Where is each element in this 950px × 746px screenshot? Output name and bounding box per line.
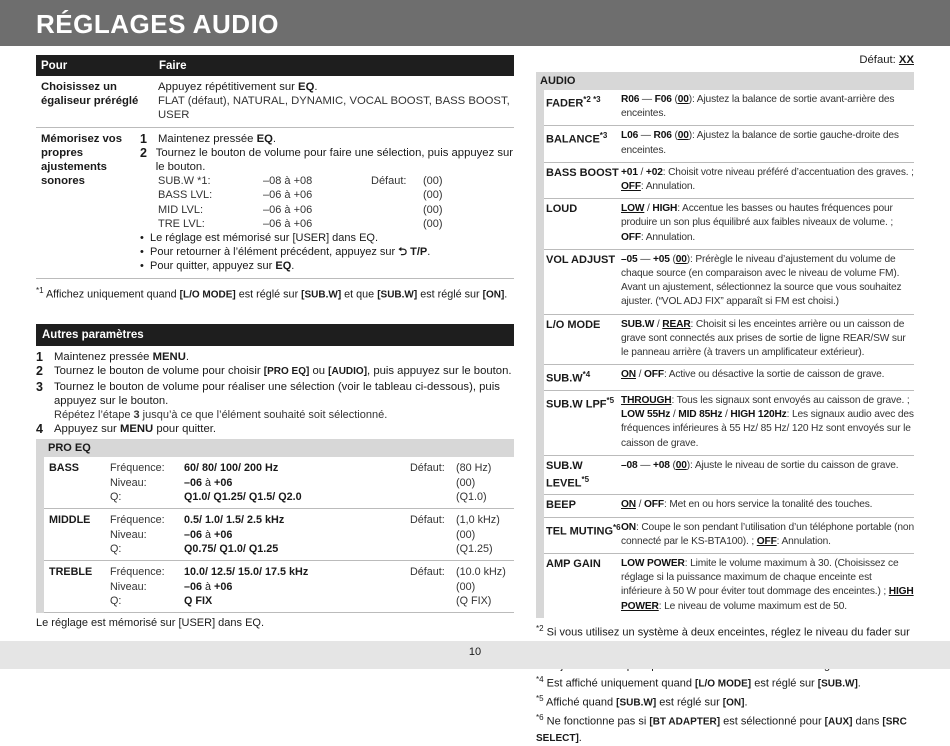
item-name: SUB.W LPF [546,398,607,411]
key: [SUB.W] [817,678,858,690]
text: . [272,132,277,145]
footnote [536,673,914,692]
text: Affichez uniquement quand [43,288,180,301]
item-name: TEL MUTING [546,525,614,538]
setting-range: –06 à +06 [263,203,313,216]
label: Niveau: [110,528,147,541]
setting-default: (00) [423,203,443,216]
item-name: VOL ADJUST [546,253,616,266]
text: . [185,351,189,364]
default-value: 00 [675,459,687,471]
step-number: 2 [140,145,147,160]
text: — [639,94,655,105]
menu-key: MENU [119,423,154,436]
key: [L/O MODE] [695,678,752,690]
default: (00) [456,476,476,489]
default-value: THROUGH [621,394,672,406]
title-bar [0,0,950,46]
footnote-mark: *4 [582,370,591,380]
footer-bar [0,641,950,669]
text: : Ajustez la balance de sortie avant-arrière des enceintes. [621,94,895,120]
text: : Choisit si les enceintes arrière ou un caisson de grave sont connectés aux prises de sortie de ligne REAR/SW sur le panneau arrière (à travers un amplificateur extérieur). [621,318,906,359]
row-body: 1 Maintenez pressée EQ. 2 Tournez le bouton de volume pour faire une sélection, puis appuyez sur le bouton. SUB.W *1: –08 à +08 Défaut: (00) BASS LVL: –06 à +06 (00) MID LVL: –06 à +06 (00) TRE LVL: –06 à +06 (00) • Le réglage est mémorisé sur [USER] dans EQ. • Pour retourner à l’élément précédent, appuyez sur ⮌ T/P. • Pour quitter, appuyez sur EQ. [140,131,514,273]
text: Tournez le bouton de volume pour choisir [54,365,264,378]
bullet-text: Pour retourner à l’élément précédent, appuyez sur [150,246,399,259]
setting-default: (00) [423,189,443,202]
default-value: OFF [621,181,641,193]
text: Affiché quand [543,697,617,710]
label: Q: [110,491,122,504]
back-arrow-icon: ⮌ [398,246,411,259]
item-name: L/O MODE [546,318,601,331]
text: . [578,731,582,744]
step-text: Tournez le bouton de volume pour faire une sélection, puis appuyez sur le bouton. [155,146,514,174]
text: — [637,253,653,265]
item-name: AMP GAIN [546,557,601,570]
value: –06 [184,580,203,593]
setting-name: TRE LVL: [158,217,205,230]
step-number: 1 [140,131,147,146]
setting-name: BASS LVL: [158,189,213,202]
table-row [36,128,514,279]
band-name: BASS [49,462,79,475]
setting-default-label: Défaut: [371,175,407,188]
text: : Tous les signaux sont envoyés au caisson de grave. ; [671,394,910,406]
text: Défaut: [859,54,899,66]
default-key: XX [898,54,914,66]
value: HIGH 120Hz [730,409,787,421]
default-value: REAR [662,318,691,330]
text: est réglé sur [417,288,483,301]
footnote-mark: *2 *3 [583,95,601,104]
page-number: 10 [468,646,482,658]
text: Appuyez répétitivement sur [158,81,299,93]
text: / [644,203,653,215]
label: Niveau: [110,476,147,489]
text: : Ajuste le niveau de sortie du caisson de grave. [690,459,899,471]
key: [SRC SELECT] [536,717,907,744]
audio-heading: AUDIO [536,72,914,90]
text: Est affiché uniquement quand [543,677,696,690]
step-number: 3 [36,379,43,394]
eq-key: EQ [298,81,315,93]
text: est sélectionné pour [720,716,825,729]
table-row: BALANCE$^{*3}$ L06 — R06 (00): Ajustez la balance de sortie gauche-droite des enceintes. [544,126,914,162]
eq-presets: FLAT (défaut), NATURAL, DYNAMIC, VOCAL BOOST, BASS BOOST, USER [158,95,510,122]
text: — [638,130,654,142]
item-name: FADER [546,97,584,110]
text: Répétez l’étape [54,409,134,422]
table-row: VOL ADJUST –05 — +05 (00): Prérègle le niveau d’ajustement du volume de chaque source (en comparaison avec le niveau de volume FM). Avant un ajustement, sélectionnez la source que vous souhaitez ajuster. (“VOL ADJ FIX” apparaît si FM est choisi.) [544,250,914,315]
section-heading-other: Autres paramètres [36,324,514,346]
key: [SUB.W] [301,289,342,301]
item-name: SUB.W [546,372,583,385]
tp-key: T/P [410,246,428,259]
value: LOW POWER [621,557,685,569]
footnote-mark: *3 [599,131,608,141]
default: (10.0 kHz) [456,566,506,579]
default-label: Défaut: [410,514,445,527]
key: [BT ADAPTER] [649,717,721,729]
text: . [314,81,318,93]
eq-key: EQ [275,260,292,273]
key: [ON] [482,289,505,301]
default: (Q FIX) [456,594,492,607]
default: (00) [456,528,476,541]
text: Tournez le bouton de volume pour réaliser une sélection (voir le tableau ci-dessous), puis appuyez sur le bouton. [54,380,500,407]
setting-range: –08 à +08 [263,175,313,188]
value: OFF [644,369,664,381]
value: –05 [621,253,638,265]
table-row [44,561,514,613]
settings-list [158,174,514,231]
text: . [857,677,861,690]
label: Niveau: [110,580,147,593]
footnote-mark: *6 [613,522,621,532]
value: LOW 55Hz [621,409,671,421]
text: est réglé sur [656,697,723,710]
text: Maintenez pressée [54,351,153,364]
text: à [202,580,215,593]
label: Fréquence: [110,462,165,475]
footnote-mark: *5 [581,474,590,484]
value: OFF [621,231,641,243]
footnote [536,711,914,745]
value: –08 [621,459,638,471]
text: / [635,499,645,511]
item-name: SUB.W LEVEL [546,459,583,490]
step-number: 4 [36,422,43,437]
key: [ON] [722,698,745,710]
setting-default-label [371,217,423,231]
key: [AUDIO] [328,366,368,378]
value: R06 [653,130,672,142]
text: : Prérègle le niveau d’ajustement du volume de chaque source (en comparaison avec le niveau de volume FM). Avant un ajustement, sélectionnez la source que vous souhaitez ajuster. (“VOL ADJ FIX” apparaît si FM est choisi.) [621,253,902,308]
default-value: 00 [675,253,687,265]
default-label: Défaut: [410,462,445,475]
table-row [544,315,914,366]
eq-key: EQ [256,132,273,145]
text: Si vous utilisez un système à deux enceintes, réglez le niveau du fader sur [543,626,910,639]
col-pour: Pour [41,59,68,72]
value: +06 [214,476,233,489]
table-row [544,518,914,554]
text: : Accentue les basses ou hautes fréquences pour produire un son plus équilibré aux faibles niveaux de volume. ; [621,203,894,229]
label: Fréquence: [110,566,165,579]
row-label: Mémorisez vos propres ajustements sonores [41,132,122,187]
bullet-text: Le réglage est mémorisé sur [USER] dans EQ. [150,232,379,245]
value: F06 [654,94,672,105]
text: : Les signaux audio avec des fréquences inférieures à 55 Hz/ 85 Hz/ 120 Hz sont envoyés sur le caisson de grave. [621,409,914,449]
table-row: $FADER^{*2 *3}$ R06 — F06 (00): Ajustez la balance de sortie avant-arrière des enceintes. [544,90,914,126]
label: Q: [110,594,122,607]
text: : Coupe le son pendant l’utilisation d’un téléphone portable (non connecté par le KS-BTA100). ; [621,521,914,547]
item-name: BALANCE [546,134,600,147]
value: +02 [645,166,663,178]
value: +05 [652,253,670,265]
text: / [722,409,731,421]
value: ON [621,521,636,533]
bullet-icon: • [140,260,144,273]
bullet-icon: • [140,232,144,245]
left-column [36,55,514,629]
table-row [544,199,914,250]
footnote [536,692,914,711]
setting-range: –06 à +06 [263,217,313,230]
text: ou [309,365,329,378]
value: SUB.W [621,318,655,330]
default: (80 Hz) [456,462,492,475]
text: : Met en ou hors service la tonalité des touches. [663,499,873,511]
step-number: 1 [36,350,43,365]
table-row: SUB.W LEVEL$^{*5}$ –08 — +08 (00): Ajuste le niveau de sortie du caisson de grave. [544,456,914,496]
setting-default: (00) [423,217,443,230]
table-row [36,76,514,128]
text: : Annulation. [640,181,696,193]
setting-name: SUB.W *1: [158,175,211,188]
default-value: HIGH POWER [621,586,914,612]
step-ref: 3 [133,409,140,422]
bullet-icon: • [140,246,144,259]
key: [SUB.W] [377,289,418,301]
value: Q0.75/ Q1.0/ Q1.25 [184,542,279,555]
key: [SUB.W] [616,698,657,710]
setting-name: MID LVL: [158,203,204,216]
value: –06 [184,528,203,541]
col-faire: Faire [159,59,187,72]
default-value: 00 [677,94,689,105]
text: Maintenez pressée [158,132,257,145]
default-value: LOW [621,203,645,215]
value: +01 [621,166,638,178]
value: MID 85Hz [678,409,723,421]
footnote-mark: *5 [536,694,544,704]
item-name: LOUD [546,203,578,216]
text: à [202,476,215,489]
value: +08 [652,459,670,471]
text: — [637,459,653,471]
menu-key: MENU [152,351,186,364]
audio-table [536,72,914,618]
label: Fréquence: [110,514,165,527]
text: Ne fonctionne pas si [543,716,650,729]
value: 10.0/ 12.5/ 15.0/ 17.5 kHz [184,566,309,579]
text: . [744,697,748,710]
text: jusqu’à ce que l’élément souhaité soit sélectionné. [139,409,388,422]
footnote-mark: *1 [36,285,44,295]
text: est réglé sur [235,288,302,301]
row-body [154,76,514,127]
text: : Ajustez la balance de sortie gauche-droite des enceintes. [621,130,899,156]
value: OFF [644,499,664,511]
footnote-mark: *4 [536,675,544,685]
text: , puis appuyez sur le bouton. [367,365,512,378]
other-steps [36,350,514,436]
text: : Limite le volume maximum à 30. (Choisissez ce réglage si la puissance maximum de chaque enceinte est inférieure à 50 W pour éviter tout dommage des enceintes.) ; [621,557,899,598]
table-row [544,391,914,456]
text: : Le niveau de volume maximum est de 50. [658,600,847,612]
key: [L/O MODE] [179,289,236,301]
page-title: RÉGLAGES AUDIO [36,9,279,39]
text: dans [852,716,883,729]
table-row [544,365,914,391]
text: / [637,166,646,178]
pro-eq-footer: Le réglage est mémorisé sur [USER] dans EQ. [36,617,265,630]
footnote-1 [36,284,514,303]
value: Q1.0/ Q1.25/ Q1.5/ Q2.0 [184,491,302,504]
table-row [44,509,514,561]
text: / [635,369,645,381]
row-label: Choisissez un égaliseur préréglé [41,81,139,107]
band-name: TREBLE [49,566,93,579]
value: +06 [214,528,233,541]
table-row [544,495,914,517]
text: : Annulation. [640,231,696,243]
table-row [544,554,914,618]
value: R06 [621,94,640,105]
text: Appuyez sur [54,423,120,436]
footnote-mark: *5 [606,395,615,405]
text: à [202,528,215,541]
value: +06 [214,580,233,593]
text: / [654,318,663,330]
value: –06 [184,476,203,489]
default-value: ON [621,499,636,511]
default-legend [536,54,914,70]
pro-eq-heading: PRO EQ [36,439,514,457]
footnote-mark: *2 [536,623,544,633]
value: L06 [621,130,639,142]
setting-default-label [371,188,423,202]
default-value: OFF [756,535,777,547]
key: [AUX] [824,717,853,729]
setting-default: (00) [423,175,443,188]
text: . [504,288,508,301]
table-row [44,457,514,509]
bullet-text: Pour quitter, appuyez sur [150,260,276,273]
default: (Q1.25) [456,542,493,555]
value: 60/ 80/ 100/ 200 Hz [184,462,279,475]
default: (00) [456,580,476,593]
item-name: BEEP [546,499,576,512]
default-value: 00 [677,130,689,142]
text: : Active ou désactive la sortie de caisson de grave. [663,369,885,381]
table-row [544,163,914,199]
item-name: BASS BOOST [546,166,619,179]
band-name: MIDDLE [49,514,91,527]
key: [PRO EQ] [263,366,310,378]
text: pour quitter. [153,423,217,436]
default-value: ON [621,369,636,381]
value: 0.5/ 1.0/ 1.5/ 2.5 kHz [184,514,285,527]
setting-range: –06 à +06 [263,189,313,202]
text: et que [341,288,378,301]
text: est réglé sur [751,677,818,690]
eq-table-header [36,55,514,76]
value: Q FIX [184,594,213,607]
text: : Annulation. [776,535,831,547]
default: (Q1.0) [456,491,487,504]
pro-eq-table [36,439,514,613]
text: : Choisit votre niveau préféré d’accentuation des graves. ; [662,166,914,178]
value: HIGH [652,203,678,215]
default: (1,0 kHz) [456,514,500,527]
footnote-mark: *6 [536,713,544,723]
default-label: Défaut: [410,566,445,579]
step-number: 2 [36,364,43,379]
text: / [670,409,679,421]
setting-default-label [371,203,423,217]
label: Q: [110,542,122,555]
